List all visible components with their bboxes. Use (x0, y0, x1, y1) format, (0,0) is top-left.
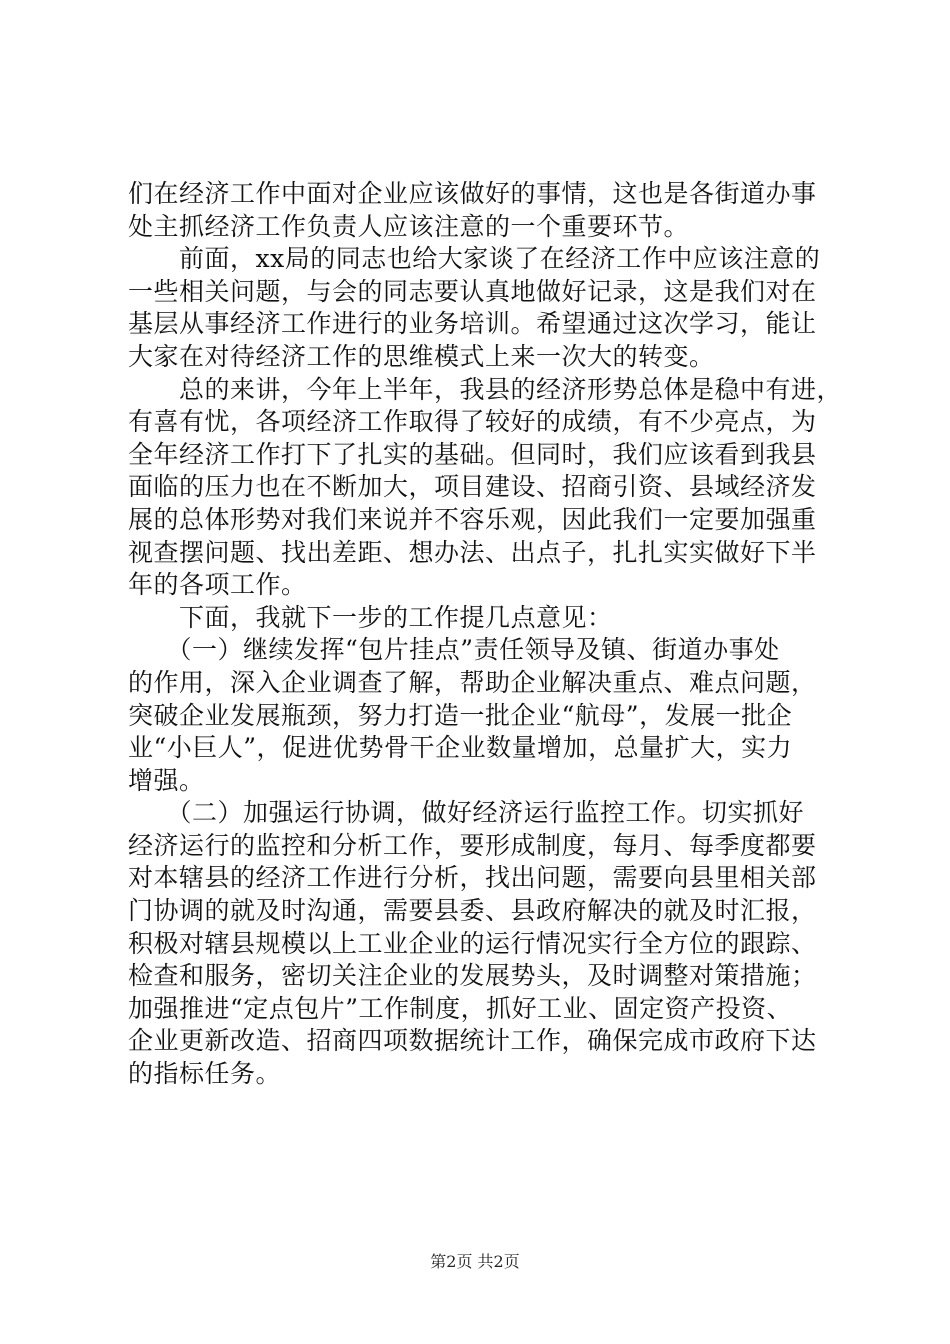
text-line: 企业更新改造、招商四项数据统计工作，确保完成市政府下达 (128, 1026, 817, 1056)
text-line: 们在经济工作中面对企业应该做好的事情，这也是各街道办事 (128, 179, 817, 208)
text-line: 年的各项工作。 (128, 570, 307, 600)
text-line: 总的来讲，今年上半年，我县的经济形势总体是稳中有进， (128, 374, 843, 404)
text-line: 业“小巨人”，促进优势骨干企业数量增加，总量扩大，实力 (128, 733, 793, 763)
text-line: 门协调的就及时沟通，需要县委、县政府解决的就及时汇报， (128, 896, 817, 926)
text-line: 加强推进“定点包片”工作制度，抓好工业、固定资产投资、 (128, 993, 793, 1023)
text-line: 积极对辖县规模以上工业企业的运行情况实行全方位的跟踪、 (128, 928, 817, 958)
text-line: 增强。 (128, 765, 205, 795)
text-line: 对本辖县的经济工作进行分析，找出问题，需要向县里相关部 (128, 863, 817, 893)
text-line: 大家在对待经济工作的思维模式上来一次大的转变。 (128, 341, 715, 371)
text-line: 一些相关问题，与会的同志要认真地做好记录，这是我们对在 (128, 276, 817, 306)
text-line: 突破企业发展瓶颈，努力打造一批企业“航母”，发展一批企 (128, 700, 793, 730)
document-body (128, 178, 843, 1091)
text-line: 基层从事经济工作进行的业务培训。希望通过这次学习，能让 (128, 309, 817, 339)
text-line: （一）继续发挥“包片挂点”责任领导及镇、街道办事处 (128, 635, 780, 665)
text-line: 面临的压力也在不断加大，项目建设、招商引资、县域经济发 (128, 472, 817, 502)
text-line: （二）加强运行协调，做好经济运行监控工作。切实抓好 (128, 798, 805, 828)
text-line: 视查摆问题、找出差距、想办法、出点子，扎扎实实做好下半 (128, 537, 817, 567)
text-line: 前面，xx局的同志也给大家谈了在经济工作中应该注意的 (128, 244, 821, 274)
text-line: 的指标任务。 (128, 1059, 282, 1089)
page-footer: 第2页 共2页 (430, 1252, 520, 1271)
text-line: 全年经济工作打下了扎实的基础。但同时，我们应该看到我县 (128, 439, 817, 469)
text-line: 经济运行的监控和分析工作，要形成制度，每月、每季度都要 (128, 830, 817, 860)
text-line: 下面，我就下一步的工作提几点意见： (128, 602, 613, 632)
text-line: 检查和服务，密切关注企业的发展势头，及时调整对策措施； (128, 961, 817, 991)
text-line: 有喜有忧，各项经济工作取得了较好的成绩，有不少亮点，为 (128, 407, 817, 437)
text-line: 处主抓经济工作负责人应该注意的一个重要环节。 (128, 211, 690, 241)
text-line: 的作用，深入企业调查了解，帮助企业解决重点、难点问题， (128, 667, 817, 697)
text-line: 展的总体形势对我们来说并不容乐观，因此我们一定要加强重 (128, 504, 817, 534)
